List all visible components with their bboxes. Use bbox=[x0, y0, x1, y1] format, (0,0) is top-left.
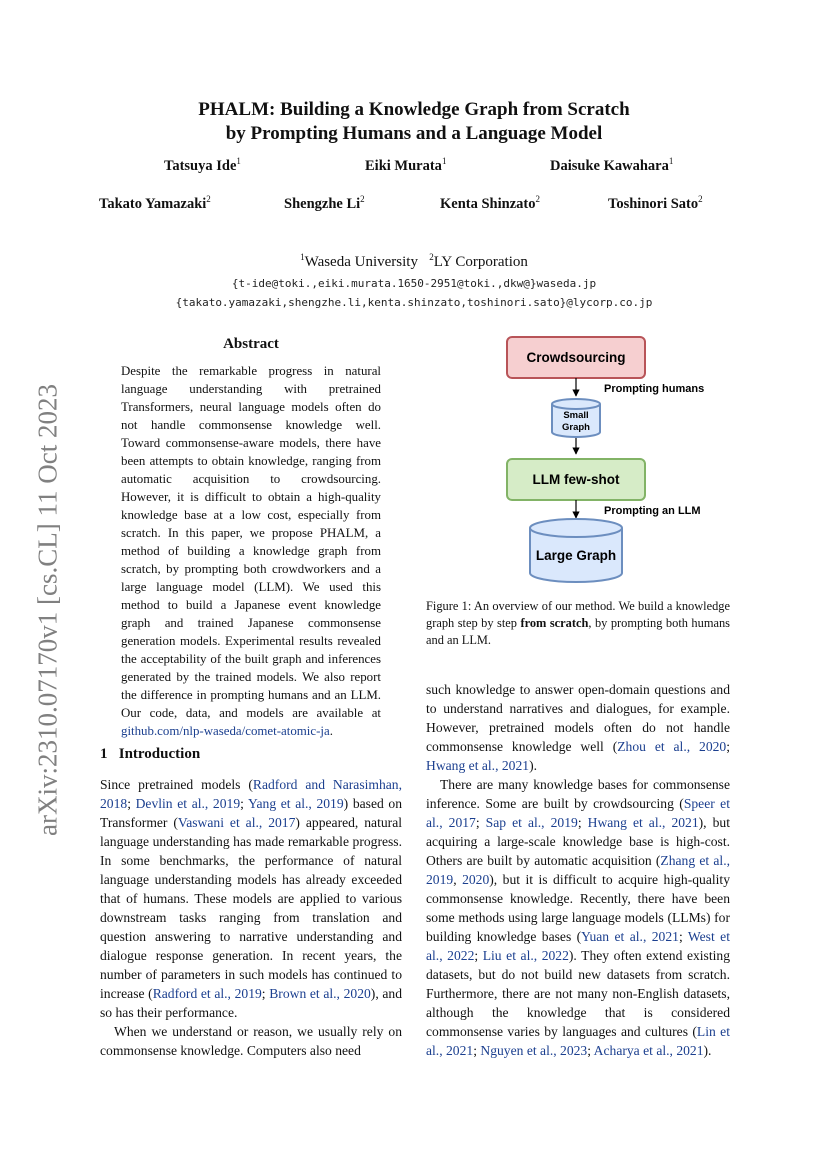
paragraph-text: ; bbox=[240, 796, 249, 811]
code-link[interactable]: github.com/nlp-waseda/comet-atomic-ja bbox=[121, 724, 330, 738]
paragraph-text: ; bbox=[587, 1043, 594, 1058]
intro-column-right bbox=[426, 680, 730, 1060]
paragraph-text: , bbox=[453, 872, 463, 887]
author-1: Tatsuya Ide$^1$ bbox=[164, 156, 241, 174]
prompting-llm-label: Prompting an LLM bbox=[604, 505, 701, 517]
paragraph-text: ). They often extend existing datasets, but do not build new datasets from scratch. Furthermore, there are not many non-English datasets, although the knowledge that is considered commonsense varies by languages and cultures ( bbox=[426, 948, 730, 1039]
paragraph-text: ), but it is difficult to acquire high-quality commonsense knowledge. Recently, there have been some methods using large language models (LLMs) for building knowledge bases ( bbox=[426, 872, 730, 944]
paragraph-text: ), and so has their performance. bbox=[100, 986, 402, 1020]
citation-link[interactable]: Yang et al., 2019 bbox=[248, 796, 344, 811]
author-4: Takato Yamazaki$^2$ bbox=[99, 194, 211, 212]
paragraph-text: There are many knowledge bases for commonsense inference. Some are built by crowdsourcing ( bbox=[426, 777, 730, 811]
citation-link[interactable]: Liu et al., 2022 bbox=[482, 948, 569, 963]
email-line-1: {t-ide@toki.,eiki.murata.1650-2951@toki.,dkw@}waseda.jp bbox=[231, 277, 597, 290]
citation-link[interactable]: 2020 bbox=[462, 872, 490, 887]
paragraph-text: ; bbox=[127, 796, 136, 811]
author-2: Eiki Murata$^1$ bbox=[365, 156, 447, 174]
paragraph-text: Since pretrained models ( bbox=[100, 777, 253, 792]
right-paragraph-2 bbox=[426, 775, 730, 1060]
intro-column-left bbox=[100, 775, 402, 1060]
author-6: Kenta Shinzato$^2$ bbox=[440, 194, 540, 212]
affiliations: $^1$Waseda University $^2$LY Corporation bbox=[300, 252, 528, 270]
paper-title-line2: by Prompting Humans and a Language Model bbox=[225, 123, 603, 144]
figure-caption: Figure 1: An overview of our method. We build a knowledge graph step by step from scratch, by prompting both humans and an LLM. bbox=[426, 599, 730, 647]
right-paragraph-1 bbox=[426, 680, 730, 775]
paragraph-text: ). bbox=[529, 758, 537, 773]
prompting-humans-label: Prompting humans bbox=[604, 383, 705, 395]
paragraph-text: ; bbox=[678, 929, 688, 944]
citation-link[interactable]: Speer et al., 2017 bbox=[426, 796, 730, 830]
citation-link[interactable]: Yuan et al., 2021 bbox=[581, 929, 679, 944]
paragraph-text: ), but acquiring a large-scale knowledge base is high-cost. Others are built by automatic acquisition ( bbox=[426, 815, 730, 868]
intro-paragraph-1 bbox=[100, 775, 402, 1022]
citation-link[interactable]: Radford et al., 2019 bbox=[152, 986, 262, 1001]
citation-link[interactable]: Sap et al., 2019 bbox=[485, 815, 578, 830]
citation-link[interactable]: Zhou et al., 2020 bbox=[617, 739, 727, 754]
citation-link[interactable]: West et al., 2022 bbox=[426, 929, 730, 963]
citation-link[interactable]: Lin et al., 2021 bbox=[426, 1024, 730, 1058]
citation-link[interactable]: Brown et al., 2020 bbox=[269, 986, 371, 1001]
paragraph-text: ; bbox=[475, 815, 486, 830]
author-7: Toshinori Sato$^2$ bbox=[608, 194, 703, 212]
abstract-heading: Abstract bbox=[223, 336, 279, 352]
author-5: Shengzhe Li$^2$ bbox=[284, 194, 365, 212]
citation-link[interactable]: Vaswani et al., 2017 bbox=[177, 815, 296, 830]
abstract-body bbox=[121, 362, 381, 740]
paragraph-text: ; bbox=[473, 1043, 481, 1058]
paragraph-text: ; bbox=[726, 739, 730, 754]
author-3: Daisuke Kawahara$^1$ bbox=[550, 156, 674, 174]
citation-link[interactable]: Nguyen et al., 2023 bbox=[480, 1043, 588, 1058]
email-line-2: {takato.yamazaki,shengzhe.li,kenta.shinzato,toshinori.sato}@lycorp.co.jp bbox=[175, 296, 653, 309]
citation-link[interactable]: Radford and Narasimhan, 2018 bbox=[100, 777, 402, 811]
citation-link[interactable]: Zhang et al., 2019 bbox=[426, 853, 730, 887]
paragraph-text: such knowledge to answer open-domain questions and to understand narratives and dialogues, for example. However, pretrained models often do not handle commonsense knowledge well ( bbox=[426, 682, 730, 754]
small-graph-label-2: Graph bbox=[562, 422, 590, 433]
paper-title-line1: PHALM: Building a Knowledge Graph from Scratch bbox=[198, 99, 630, 120]
citation-link[interactable]: Devlin et al., 2019 bbox=[135, 796, 241, 811]
intro-paragraph-2: When we understand or reason, we usually rely on commonsense knowledge. Computers also need bbox=[100, 1024, 402, 1058]
citation-link[interactable]: Hwang et al., 2021 bbox=[587, 815, 699, 830]
large-graph-label: Large Graph bbox=[535, 548, 617, 563]
overview-diagram bbox=[420, 330, 730, 600]
crowdsourcing-label: Crowdsourcing bbox=[526, 350, 626, 365]
paragraph-text: ; bbox=[474, 948, 483, 963]
llm-few-shot-label: LLM few-shot bbox=[532, 472, 620, 487]
abstract-text: Despite the remarkable progress in natural language understanding with pretrained Transformers, neural language models often do not handle commonsense knowledge well. Toward commonsense-aware models, there have been attempts to obtain knowledge, ranging from automatic acquisition to crowdsourcing. However, it is difficult to obtain a high-quality knowledge base at a low cost, especially from scratch. In this paper, we propose PHALM, a method of building a knowledge graph from scratch, by prompting both crowdworkers and a large language model (LLM). We used this method to build a Japanese event knowledge graph and trained Japanese commonsense generation models. Experimental results revealed the acceptability of the built graph and inferences generated by the trained models. We also report the difference in prompting humans and an LLM. Our code, data, and models are available at bbox=[121, 364, 381, 720]
arxiv-stamp: arXiv:2310.07170v1 [cs.CL] 11 Oct 2023 bbox=[32, 384, 63, 836]
citation-link[interactable]: Hwang et al., 2021 bbox=[426, 758, 530, 773]
paragraph-text: ) appeared, natural language understanding has made remarkable progress. In some benchmarks, the performance of natural language understanding models has already exceeded that of humans. These models are applied to various downstream tasks ranging from translation and question answering to narrative understanding and dialogue response generation. In recent years, the number of parameters in such models has continued to increase ( bbox=[100, 815, 402, 1001]
citation-link[interactable]: Acharya et al., 2021 bbox=[593, 1043, 704, 1058]
paragraph-text: ; bbox=[577, 815, 588, 830]
section-heading-introduction: 1 Introduction bbox=[100, 746, 201, 762]
small-graph-label-1: Small bbox=[563, 410, 589, 421]
paragraph-text: ; bbox=[261, 986, 270, 1001]
abstract-end: . bbox=[329, 724, 333, 738]
paragraph-text: ) based on Transformer ( bbox=[100, 796, 402, 830]
paragraph-text: ). bbox=[703, 1043, 712, 1058]
